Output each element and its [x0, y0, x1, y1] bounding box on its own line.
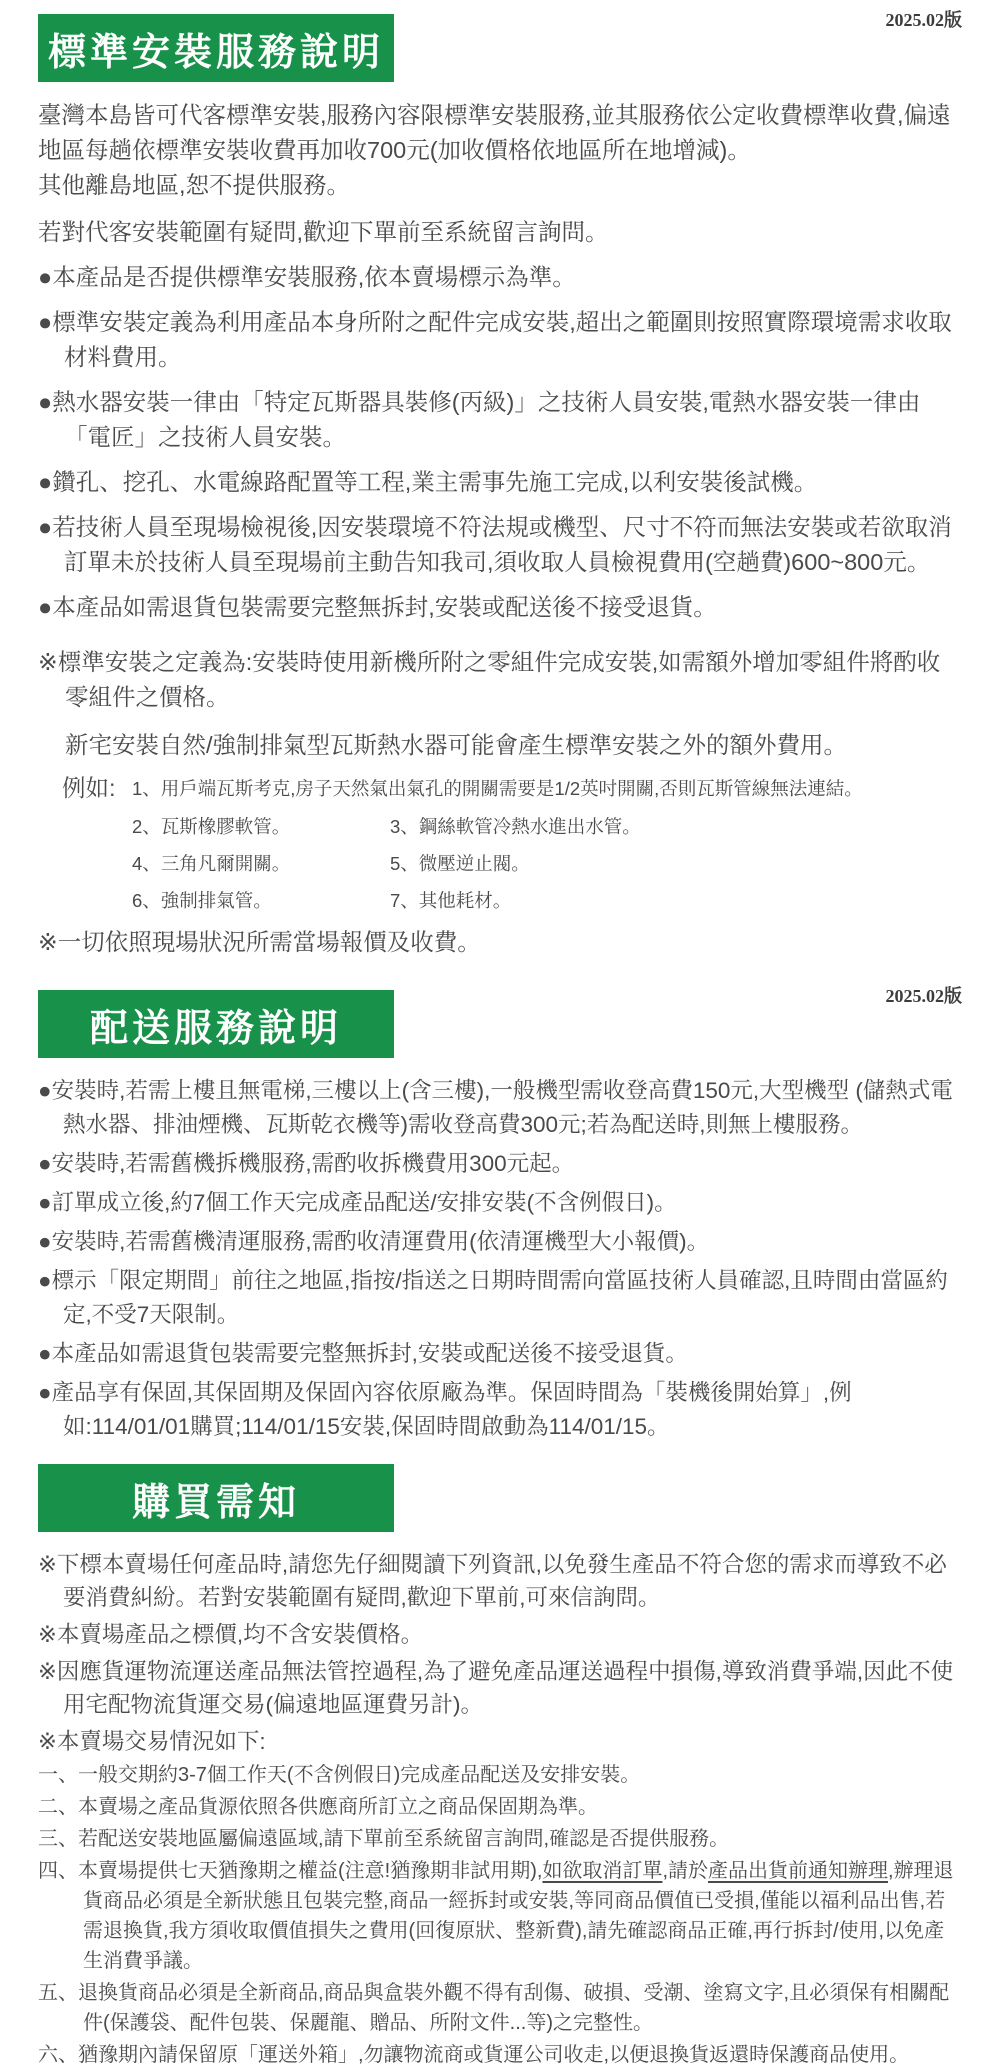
example-item: 7、其他耗材。	[390, 890, 512, 911]
example-item: 4、三角凡爾開關。	[132, 853, 291, 874]
install-section-title: 標準安裝服務說明	[47, 31, 384, 74]
delivery-bullet-item: ●訂單成立後,約7個工作天完成產品配送/安排安裝(不含例假日)。	[38, 1190, 677, 1215]
example-item: 3、鋼絲軟管冷熱水進出水管。	[390, 816, 641, 837]
purchase-section-header	[38, 1464, 962, 1532]
purchase-section-body	[38, 1548, 962, 2070]
purchase-term-item: 一、一般交期約3-7個工作天(不含例假日)完成產品配送及安排安裝。	[38, 1764, 641, 1786]
version-label: 2025.02版	[885, 986, 962, 1006]
purchase-star-note: ※因應貨運物流運送產品無法管控過程,為了避免產品運送過程中損傷,導致消費爭端,因此不使用宅配物流貨運交易(偏遠地區運費另計)。	[38, 1659, 954, 1717]
examples-block	[62, 771, 962, 913]
delivery-section-body	[38, 1074, 962, 1444]
term4-underlined-cancel-order: 如欲取消訂單	[542, 1860, 663, 1882]
purchase-term-item-cancel-policy	[38, 1856, 962, 1976]
install-section-body	[38, 98, 962, 960]
purchase-star-note: ※下標本賣場任何產品時,請您先仔細閱讀下列資訊,以免發生產品不符合您的需求而導致不必要消費糾紛。若對安裝範圍有疑問,歡迎下單前,可來信詢問。	[38, 1552, 947, 1610]
version-label: 2025.02版	[885, 10, 962, 30]
extra-fee-note: 新宅安裝自然/強制排氣型瓦斯熱水器可能會產生標準安裝之外的額外費用。	[65, 732, 848, 758]
example-item: 6、強制排氣管。	[132, 890, 272, 911]
purchase-term-item: 五、退換貨商品必須是全新商品,商品與盒裝外觀不得有刮傷、破損、受潮、塗寫文字,且必須保有相關配件(保護袋、配件包裝、保麗龍、贈品、所附文件...等)之完整性。	[38, 1982, 950, 2034]
delivery-section-title: 配送服務說明	[89, 1007, 342, 1050]
install-intro-paragraph-2: 其他離島地區,恕不提供服務。	[38, 172, 351, 198]
install-bullet-item: ●鑽孔、挖孔、水電線路配置等工程,業主需事先施工完成,以利安裝後試機。	[38, 469, 818, 495]
purchase-section-title-banner	[38, 1464, 394, 1532]
example-item: 2、瓦斯橡膠軟管。	[132, 816, 291, 837]
delivery-bullet-item: ●安裝時,若需上樓且無電梯,三樓以上(含三樓),一般機型需收登高費150元,大型機型 (儲熱式電熱水器、排油煙機、瓦斯乾衣機等)需收登高費300元;若為配送時,則無上樓服務。	[38, 1078, 953, 1137]
install-intro-paragraph: 臺灣本島皆可代客標準安裝,服務內容限標準安裝服務,並其服務依公定收費標準收費,偏遠地區每趟依標準安裝收費再加收700元(加收價格依地區所在地增減)。	[38, 102, 951, 163]
install-bullet-item: ●熱水器安裝一律由「特定瓦斯器具裝修(丙級)」之技術人員安裝,電熱水器安裝一律由「電匠」之技術人員安裝。	[38, 389, 921, 450]
term4-text: ,請於	[662, 1860, 708, 1882]
install-bullet-item: ●本產品是否提供標準安裝服務,依本賣場標示為準。	[38, 264, 576, 290]
install-bullet-item: ●本產品如需退貨包裝需要完整無拆封,安裝或配送後不接受退貨。	[38, 594, 717, 620]
example-item: 5、微壓逆止閥。	[390, 853, 530, 874]
term4-text: ,辦理退貨商品必須是全新狀態且包裝完整,商品一經拆封或安裝,等同商品價值已受損,僅能以福利品出售,若需退換貨,我方須收取價值損失之費用(回復原狀、整新費),請先確認商品正確,再行拆封/使用,以免產生消費爭議。	[83, 1860, 954, 1972]
examples-items	[132, 771, 962, 913]
delivery-bullet-item: ●標示「限定期間」前往之地區,指按/指送之日期時間需向當區技術人員確認,且時間由當區約定,不受7天限制。	[38, 1268, 948, 1327]
delivery-bullet-item: ●本產品如需退貨包裝需要完整無拆封,安裝或配送後不接受退貨。	[38, 1341, 688, 1366]
delivery-section-title-banner	[38, 990, 394, 1058]
install-section-header	[38, 10, 962, 82]
delivery-bullet-item: ●產品享有保固,其保固期及保固內容依原廠為準。保固時間為「裝機後開始算」,例如:114/01/01購買;114/01/15安裝,保固時間啟動為114/01/15。	[38, 1380, 852, 1439]
standard-install-definition-note: ※標準安裝之定義為:安裝時使用新機所附之零組件完成安裝,如需額外增加零組件將酌收零組件之價格。	[38, 649, 941, 710]
install-query-note: 若對代客安裝範圍有疑問,歡迎下單前至系統留言詢問。	[38, 219, 609, 245]
install-bullet-item: ●若技術人員至現場檢視後,因安裝環境不符法規或機型、尺寸不符而無法安裝或若欲取消訂單未於技術人員至現場前主動告知我司,須收取人員檢視費用(空趟費)600~800元。	[38, 514, 952, 575]
term4-underlined-notify-before-ship: 產品出貨前通知辦理	[708, 1860, 888, 1882]
examples-label: 例如:	[62, 775, 116, 801]
install-bullet-item: ●標準安裝定義為利用產品本身所附之配件完成安裝,超出之範圍則按照實際環境需求收取材料費用。	[38, 309, 952, 370]
example-item: 1、用戶端瓦斯考克,房子天然氣出氣孔的開關需要是1/2英吋開關,否則瓦斯管線無法連結。	[132, 778, 863, 799]
purchase-term-item: 六、猶豫期內請保留原「運送外箱」,勿讓物流商或貨運公司收走,以便退換貨返還時保護商品使用。	[38, 2044, 910, 2066]
purchase-term-item: 二、本賣場之產品貨源依照各供應商所訂立之商品保固期為準。	[38, 1796, 598, 1818]
onsite-quote-note: ※一切依照現場狀況所需當場報價及收費。	[38, 929, 481, 955]
delivery-section-header	[38, 986, 962, 1058]
delivery-bullet-item: ●安裝時,若需舊機清運服務,需酌收清運費用(依清運機型大小報價)。	[38, 1229, 710, 1254]
delivery-bullet-item: ●安裝時,若需舊機拆機服務,需酌收拆機費用300元起。	[38, 1151, 575, 1176]
purchase-section-title: 購買需知	[131, 1481, 300, 1524]
purchase-term-item: 三、若配送安裝地區屬偏遠區域,請下單前至系統留言詢問,確認是否提供服務。	[38, 1828, 730, 1850]
purchase-star-note: ※本賣場產品之標價,均不含安裝價格。	[38, 1622, 424, 1647]
examples-grid	[132, 815, 962, 913]
purchase-star-note: ※本賣場交易情況如下:	[38, 1729, 266, 1754]
install-section-title-banner	[38, 14, 394, 82]
term4-text: 四、本賣場提供七天猶豫期之權益(注意!猶豫期非試用期),	[38, 1860, 543, 1882]
